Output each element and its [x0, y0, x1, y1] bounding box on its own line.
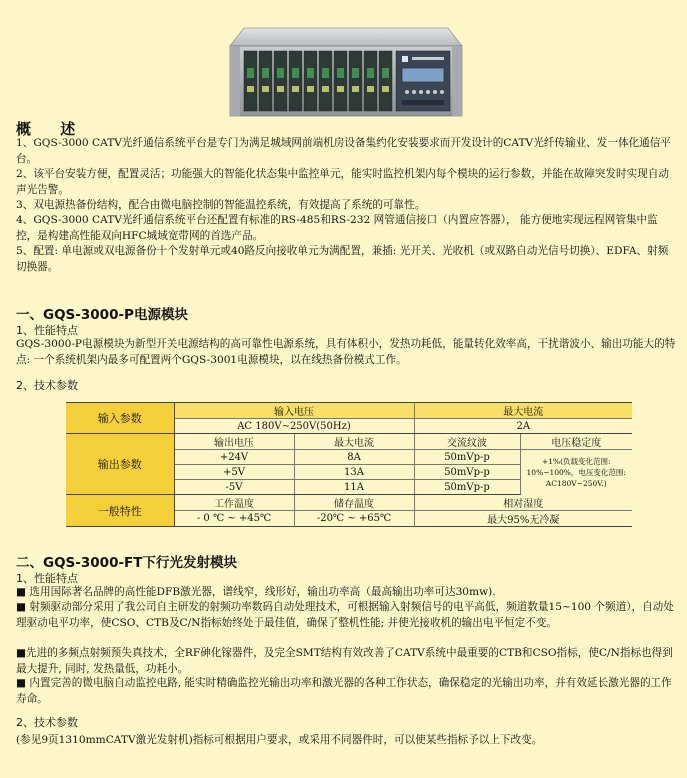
section1-heading: 一、GQS-3000-P电源模块 — [16, 307, 188, 323]
output-max-current-header: 最大电流 — [294, 434, 414, 450]
output-ripple-3: 50mVp-p — [414, 480, 520, 495]
storage-temp-header: 储存温度 — [294, 495, 414, 511]
section2-bullet-1: ■ 选用国际著名品牌的高性能DFB激光器，谱线窄，线形好，输出功率高（最高输出功率可达30mw). — [16, 586, 496, 598]
overview-item-3: 3、双电源热备份结构，配合由微电脑控制的智能温控系统，有效提高了系统的可靠性。 — [16, 199, 426, 211]
section2-specs-text: (参见9页1310mmCATV激光发射机)指标可根据用户要求，或采用不同器件时，可以使某些指标予以上下改变。 — [16, 734, 543, 746]
device-chassis-image — [226, 20, 466, 120]
section2-bullet-2: ■ 射频驱动部分采用了我公司自主研发的射频功率数码自动处理技术，可根据输入射频信号的电平高低，频道数量15~100 个频道），自动处理驱动电平功率，使CSO、CTB及C/N指标始终处于最佳值，确保了整机性能; 并使光接收机的输出电平恒定不变。 — [16, 601, 674, 629]
overview-item-2: 2、该平台安装方便，配置灵活；功能强大的智能化状态集中监控单元，能实时监控机架内每个模块的运行参数，并能在故障突发时实现自动声光告警。 — [16, 168, 669, 196]
input-params-label: 输入参数 — [66, 403, 174, 434]
output-current-3: 11A — [294, 480, 414, 495]
power-spec-table — [66, 402, 632, 527]
overview-heading: 概 述 — [16, 120, 88, 138]
output-voltage-2: +5V — [174, 465, 294, 480]
section1-features-text: GQS-3000-P电源模块为新型开关电源结构的高可靠性电源系统，具有体积小，发热功耗低，能量转化效率高，干扰谐波小、输出功能大的特点: 一个系统机架内最多可配置两个GQS-3001电源模块，以在线热备份模式工作。 — [16, 338, 676, 366]
ripple-header: 交流纹波 — [414, 434, 520, 450]
overview-item-5: 5、配置: 单电源或双电源备份十个发射单元或40路反向接收单元为满配置，兼插: 光开关、光收机（或双路自动光信号切换）、EDFA、射频切换器。 — [16, 245, 669, 273]
section2-heading: 二、GQS-3000-FT下行光发射模块 — [16, 555, 237, 571]
max-current-header: 最大电流 — [414, 403, 632, 419]
humidity-value: 最大95%无冷凝 — [414, 511, 632, 527]
output-ripple-2: 50mVp-p — [414, 465, 520, 480]
section1-features-heading: 1、性能特点 — [16, 324, 78, 337]
output-voltage-1: +24V — [174, 450, 294, 465]
overview-item-4: 4、GQS-3000 CATV光纤通信系统平台还配置有标准的RS-485和RS-232 网管通信接口（内置应答器）， 能方便地实现远程网管集中监控，是构建高性能双向HFC城域宽带网的首选产品。 — [16, 214, 658, 242]
humidity-header: 相对湿度 — [414, 495, 632, 511]
section2-features-heading: 1、性能特点 — [16, 572, 78, 585]
output-current-2: 13A — [294, 465, 414, 480]
operating-temp-header: 工作温度 — [214, 499, 254, 510]
max-current-value: 2A — [414, 419, 632, 434]
output-params-label: 输出参数 — [66, 434, 174, 495]
output-voltage-header: 输出电压 — [214, 438, 254, 449]
section2-bullet-4: ■ 内置完善的微电脑自动监控电路, 能实时精确监控光输出功率和激光器的各种工作状态，确保稳定的光输出功率，并有效延长激光器的工作寿命。 — [16, 677, 672, 705]
output-current-1: 8A — [294, 450, 414, 465]
section2-specs-heading: 2、技术参数 — [16, 716, 78, 729]
regulation-header: 电压稳定度 — [520, 434, 632, 450]
storage-temp-value: -20℃ ~ +65℃ — [294, 511, 414, 527]
output-ripple-1: 50mVp-p — [414, 450, 520, 465]
input-voltage-header: 输入电压 — [174, 403, 414, 419]
overview-item-1: 1、GQS-3000 CATV光纤通信系统平台是专门为满足城域网前端机房设备集约化安装要求而开发设计的CATV光纤传输业、发一体化通信平台。 — [16, 137, 671, 165]
output-voltage-3: -5V — [174, 480, 294, 495]
input-voltage-value: AC 180V~250V(50Hz) — [174, 419, 414, 434]
operating-temp-value: - 0 ℃ ~ +45℃ — [174, 511, 294, 527]
section2-bullet-3: ■先进的多频点射频预失真技术，全RF砷化镓器件，及完全SMT结构有效改善了CATV系统中最重要的CTB和CSO指标，使C/N指标也得到最大提升, 同时, 发热量低，功耗小。 — [16, 647, 673, 675]
general-characteristics-label: 一般特性 — [66, 495, 174, 527]
section1-specs-heading: 2、技术参数 — [16, 379, 78, 392]
regulation-note: +1%(负载变化范围: 10%~100%，电压变化范围: AC180V~250V.) — [520, 450, 632, 495]
